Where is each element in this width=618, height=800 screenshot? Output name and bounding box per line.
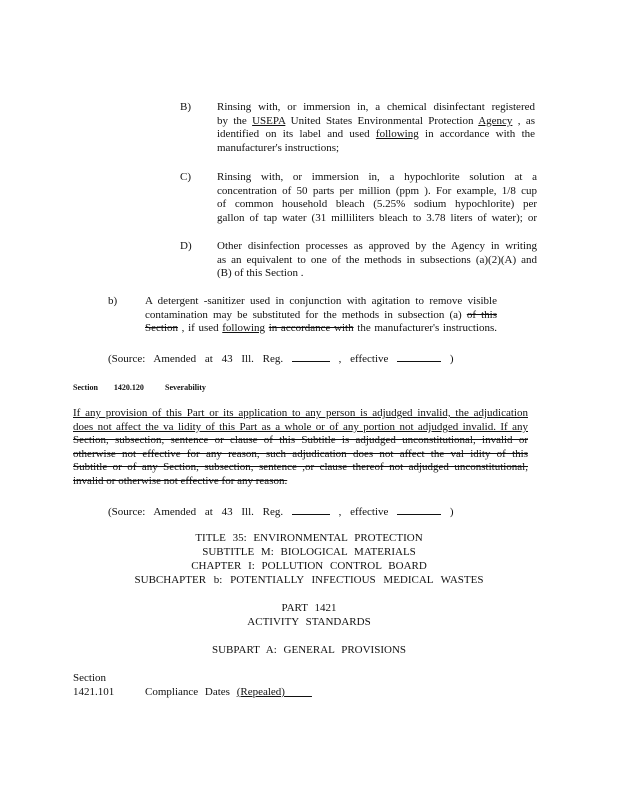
inserted-text: Agency (478, 114, 513, 127)
source-note: (Source: Amended at 43 Ill. Reg. , effective ) (108, 506, 454, 518)
item-text-D: Other disinfection processes as approved by the Agency in writing as an equivalent to one of the methods in subsections (a)(2)(A) and (B) of this Section . (217, 240, 537, 280)
item-label-b: b) (108, 295, 118, 307)
item-label-C: C) (180, 171, 191, 183)
deleted-text: in accordance with (268, 322, 354, 335)
inserted-text: USEPA (252, 114, 286, 127)
reg-blank (292, 351, 330, 362)
inserted-text: (Repealed) (236, 686, 285, 698)
part-number: PART 1421 (281, 602, 337, 614)
effective-blank (397, 504, 441, 515)
reg-blank (292, 504, 330, 515)
item-label-D: D) (180, 240, 192, 252)
title-line: TITLE 35: ENVIRONMENTAL PROTECTION (195, 532, 423, 544)
section-label: Section 1420.120 (73, 383, 144, 392)
item-text-B: Rinsing with, or immersion in, a chemical disinfectant registered by the USEPA United States Environmental Protection Agency , as identified on its label and used following in accordance with the manufacturer's instructions; (217, 101, 536, 154)
underline-trail (285, 686, 312, 698)
section-label: Section (73, 672, 106, 684)
item-text-b: A detergent -sanitizer used in conjunction with agitation to remove visible contamination may be substituted for the methods in subsection (a) of this Section , if used following in accordance with the manufacturer's instructions. (145, 295, 497, 335)
severability-paragraph: If any provision of this Part or its application to any person is adjudged invalid, the adjudication does not affect the va lidity of this Part as a whole or of any portion not adjudged invalid. If any Section, subsection, sentence or clause of this Subtitle is adjudged unconstitutional, invalid or otherwise not effective for any reason, such adjudication does not affect the val idity of this Subtitle or of any Section, subsection, sentence ,or clause thereof not adjudged unconstitutional, invalid or otherwise not effective for any reason. (73, 407, 528, 487)
chapter-line: CHAPTER I: POLLUTION CONTROL BOARD (191, 560, 427, 572)
deleted-text: Section (145, 322, 178, 335)
section-number: 1421.101 (73, 686, 115, 698)
subpart-heading: SUBPART A: GENERAL PROVISIONS (212, 644, 406, 656)
effective-blank (397, 351, 441, 362)
item-text-C: Rinsing with, or immersion in, a hypochlorite solution at a concentration of 50 parts per million (ppm ). For example, 1/8 cup of common household bleach (5.25% sodium hypochlorite) per gallon of tap water (31 milliliters bleach to 3.78 liters of water); or (217, 171, 537, 224)
source-note: (Source: Amended at 43 Ill. Reg. , effective ) (108, 353, 454, 365)
inserted-text: following (222, 322, 266, 335)
section-title: Compliance Dates (Repealed) (145, 686, 312, 700)
inserted-text: following (375, 128, 419, 141)
section-title: Severability (165, 383, 206, 392)
subtitle-line: SUBTITLE M: BIOLOGICAL MATERIALS (202, 546, 416, 558)
subchapter-line: SUBCHAPTER b: POTENTIALLY INFECTIOUS MEDICAL WASTES (134, 574, 484, 586)
part-name: ACTIVITY STANDARDS (247, 616, 371, 628)
deleted-text: of this (466, 308, 497, 321)
item-label-B: B) (180, 101, 191, 113)
